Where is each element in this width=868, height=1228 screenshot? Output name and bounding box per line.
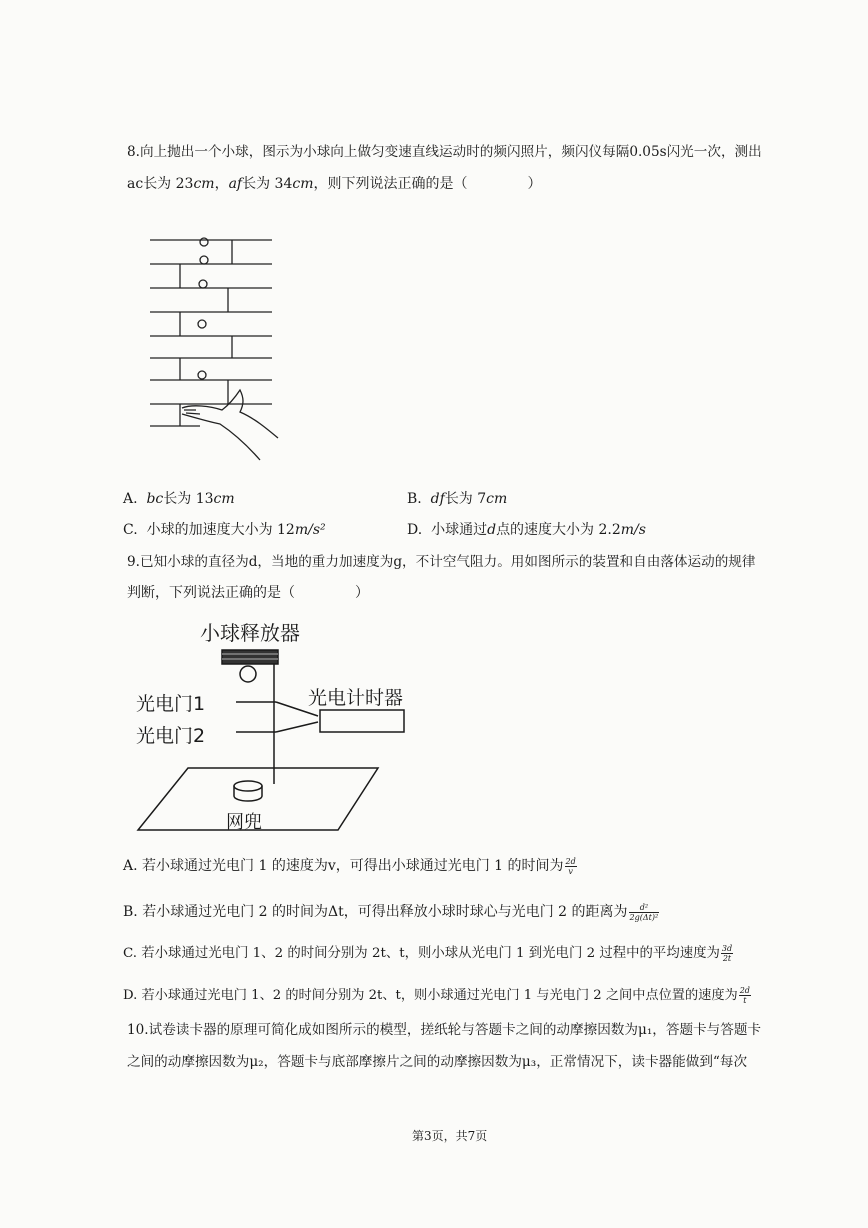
- timer-box: [320, 710, 404, 732]
- net-top: [234, 781, 262, 791]
- q8-stem-line1: 8.向上抛出一个小球，图示为小球向上做匀变速直线运动时的频闪照片，频闪仪每隔0.05s闪光一次，测出: [127, 144, 762, 160]
- q8-option-b[interactable]: B. df长为 7cm: [407, 491, 508, 507]
- q10-stem-line1: 10.试卷读卡器的原理可简化成如图所示的模型，搓纸轮与答题卡之间的动摩擦因数为μ₁，答题卡与答题卡: [127, 1022, 762, 1038]
- q8-option-a[interactable]: A. bc长为 13cm: [123, 491, 235, 507]
- net-label: 网兜: [226, 812, 262, 833]
- gate2-label: 光电门2: [136, 725, 206, 747]
- q8-option-d[interactable]: D. 小球通过d点的速度大小为 2.2m/s: [407, 522, 646, 538]
- ball-icon: [240, 666, 256, 682]
- releaser-block: [222, 650, 278, 664]
- q9-stem-line1: 9.已知小球的直径为d，当地的重力加速度为g，不计空气阻力。用如图所示的装置和自由落体运动的规律: [127, 554, 756, 570]
- releaser-label: 小球释放器: [200, 621, 300, 645]
- q8-option-c[interactable]: C. 小球的加速度大小为 12m/s²: [123, 522, 326, 538]
- q10-stem-line2: 之间的动摩擦因数为μ₂，答题卡与底部摩擦片之间的动摩擦因数为μ₃，正常情况下，读卡器能做到“每次: [127, 1054, 748, 1070]
- q9-option-d[interactable]: D. 若小球通过光电门 1、2 的时间分别为 2t、t，则小球通过光电门 1 与光电门 2 之间中点位置的速度为 $\frac{2d}{t}$: [123, 986, 750, 1005]
- timer-label: 光电计时器: [308, 687, 404, 709]
- q9-option-b[interactable]: B. 若小球通过光电门 2 的时间为Δt，可得出释放小球时球心与光电门 2 的距离为 $\frac{\text{d²}}{\text{2g(Δt)²}}$: [123, 902, 659, 922]
- gate1-label: 光电门1: [136, 693, 206, 715]
- q9-option-c[interactable]: C. 若小球通过光电门 1、2 的时间分别为 2t、t，则小球从光电门 1 到光电门 2 过程中的平均速度为 $\frac{3d}{2t}$: [123, 944, 733, 963]
- page-footer: 第3页，共7页: [412, 1129, 488, 1143]
- q8-strobe-figure: [140, 228, 290, 464]
- q9-option-a[interactable]: A. 若小球通过光电门 1 的速度为v，可得出小球通过光电门 1 的时间为 $\frac{2d}{v}$: [123, 856, 576, 876]
- q9-stem-line2: 判断，下列说法正确的是（ ）: [127, 585, 369, 601]
- q9-apparatus-figure: [128, 612, 448, 837]
- q8-stem-line2: ac长为 23cm，af长为 34cm，则下列说法正确的是（ ）: [127, 176, 542, 192]
